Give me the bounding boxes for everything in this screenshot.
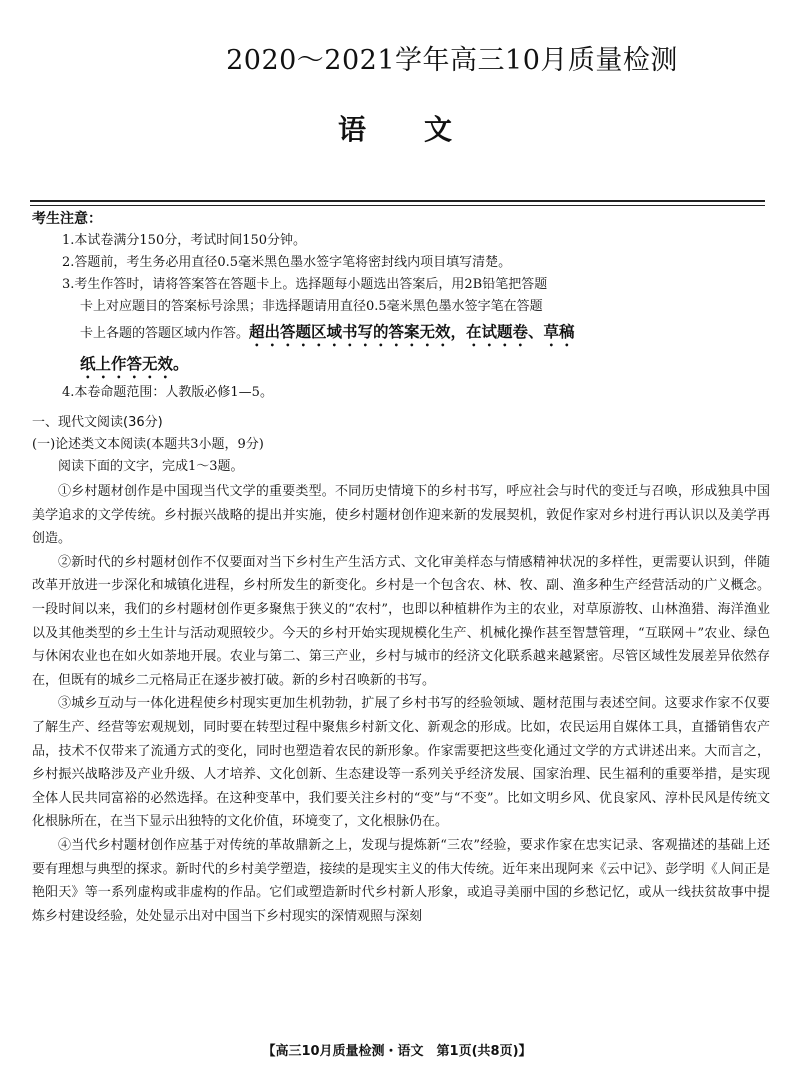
notice-item-2: 2.答题前，考生务必用直径0.5毫米黑色墨水签字笔将密封线内项目填写清楚。 — [62, 255, 512, 270]
reading-passage — [32, 480, 770, 928]
notice-emphasis-1: 超出答题区域书写的答案无效，在试题卷、草稿 — [249, 323, 575, 341]
page-footer: 【高三10月质量检测・语文 第1页(共8页)】 — [262, 1044, 532, 1059]
reading-instruction: 阅读下面的文字，完成1～3题。 — [58, 459, 244, 474]
header-rule-thick — [30, 200, 765, 202]
subject-title: 语文 — [338, 113, 511, 146]
notice-item-3-line-3 — [32, 318, 772, 350]
exam-title: 2020～2021学年高三10月质量检测 — [226, 45, 678, 76]
section-subheading: (一)论述类文本阅读(本题共3小题，9分) — [32, 437, 264, 452]
passage-paragraph-3: ③城乡互动与一体化进程使乡村现实更加生机勃勃，扩展了乡村书写的经验领域、题材范围与表述空间。这要求作家不仅要了解生产、经营等宏观规划，同时要在转型过程中聚焦乡村新文化、新观念的形成。比如，农民运用自媒体工具，直播销售农产品，技术不仅带来了流通方式的变化，同时也塑造着农民的新形象。作家需要把这些变化通过文学的方式讲述出来。大而言之，乡村振兴战略涉及产业升级、人才培养、文化创新、生态建设等一系列关乎经济发展、国家治理、民生福利的重要举措，是实现全体人民共同富裕的必然选择。在这种变革中，我们要关注乡村的“变”与“不变”。比如文明乡风、优良家风、淳朴民风是传统文化根脉所在，在当下显示出独特的文化价值，环境变了，文化根脉仍在。 — [32, 696, 770, 830]
notice-item-1: 1.本试卷满分150分，考试时间150分钟。 — [62, 233, 307, 248]
notice-item-3-line-1: 3.考生作答时，请将答案答在答题卡上。选择题每小题选出答案后，用2B铅笔把答题 — [62, 277, 548, 292]
notice-item-3-text: 卡上各题的答题区域内作答。 — [80, 326, 250, 341]
notice-item-3-line-2: 卡上对应题目的答案标号涂黑；非选择题请用直径0.5毫米黑色墨水签字笔在答题 — [80, 299, 543, 314]
passage-paragraph-4: ④当代乡村题材创作应基于对传统的革故鼎新之上，发现与提炼新“三农”经验，要求作家在忠实记录、客观描述的基础上还要有理想与典型的探求。新时代的乡村美学塑造，接续的是现实主义的伟大传统。近年来出现阿来《云中记》、彭学明《人间正是艳阳天》等一系列虚构或非虚构的作品。它们或塑造新时代乡村新人形象，或追寻美丽中国的乡愁记忆，或从一线扶贫故事中提炼乡村建设经验，处处显示出对中国当下乡村现实的深情观照与深刻 — [32, 837, 770, 924]
header-rule-thin — [30, 205, 765, 206]
notice-block — [32, 208, 772, 404]
notice-heading: 考生注意： — [32, 211, 102, 227]
notice-item-4: 4.本卷命题范围：人教版必修1—5。 — [62, 385, 273, 400]
section-header-block — [32, 412, 772, 478]
passage-paragraph-1: ①乡村题材创作是中国现当代文学的重要类型。不同历史情境下的乡村书写，呼应社会与时代的变迁与召唤，形成独具中国美学追求的文学传统。乡村振兴战略的提出并实施，使乡村题材创作迎来新的发展契机，敦促作家对乡村进行再认识以及美学再创造。 — [32, 484, 770, 547]
section-heading: 一、现代文阅读(36分) — [32, 415, 163, 430]
passage-paragraph-2: ②新时代的乡村题材创作不仅要面对当下乡村生产生活方式、文化审美样态与情感精神状况的多样性，更需要认识到，伴随改革开放进一步深化和城镇化进程，乡村所发生的新变化。乡村是一个包含农、林、牧、副、渔多种生产经营活动的广义概念。一段时间以来，我们的乡村题材创作更多聚焦于狭义的“农村”，也即以种植耕作为主的农业，对草原游牧、山林渔猎、海洋渔业以及其他类型的乡土生计与活动观照较少。今天的乡村开始实现规模化生产、机械化操作甚至智慧管理，“互联网＋”农业、绿色与休闲农业也在如火如荼地开展。农业与第二、第三产业，乡村与城市的经济文化联系越来越紧密。尽管区域性发展差异依然存在，但既有的城乡二元格局正在逐步被打破。新的乡村召唤新的书写。 — [32, 554, 770, 688]
notice-emphasis-2: 纸上作答无效。 — [80, 355, 189, 373]
notice-item-3-line-4 — [32, 350, 772, 382]
